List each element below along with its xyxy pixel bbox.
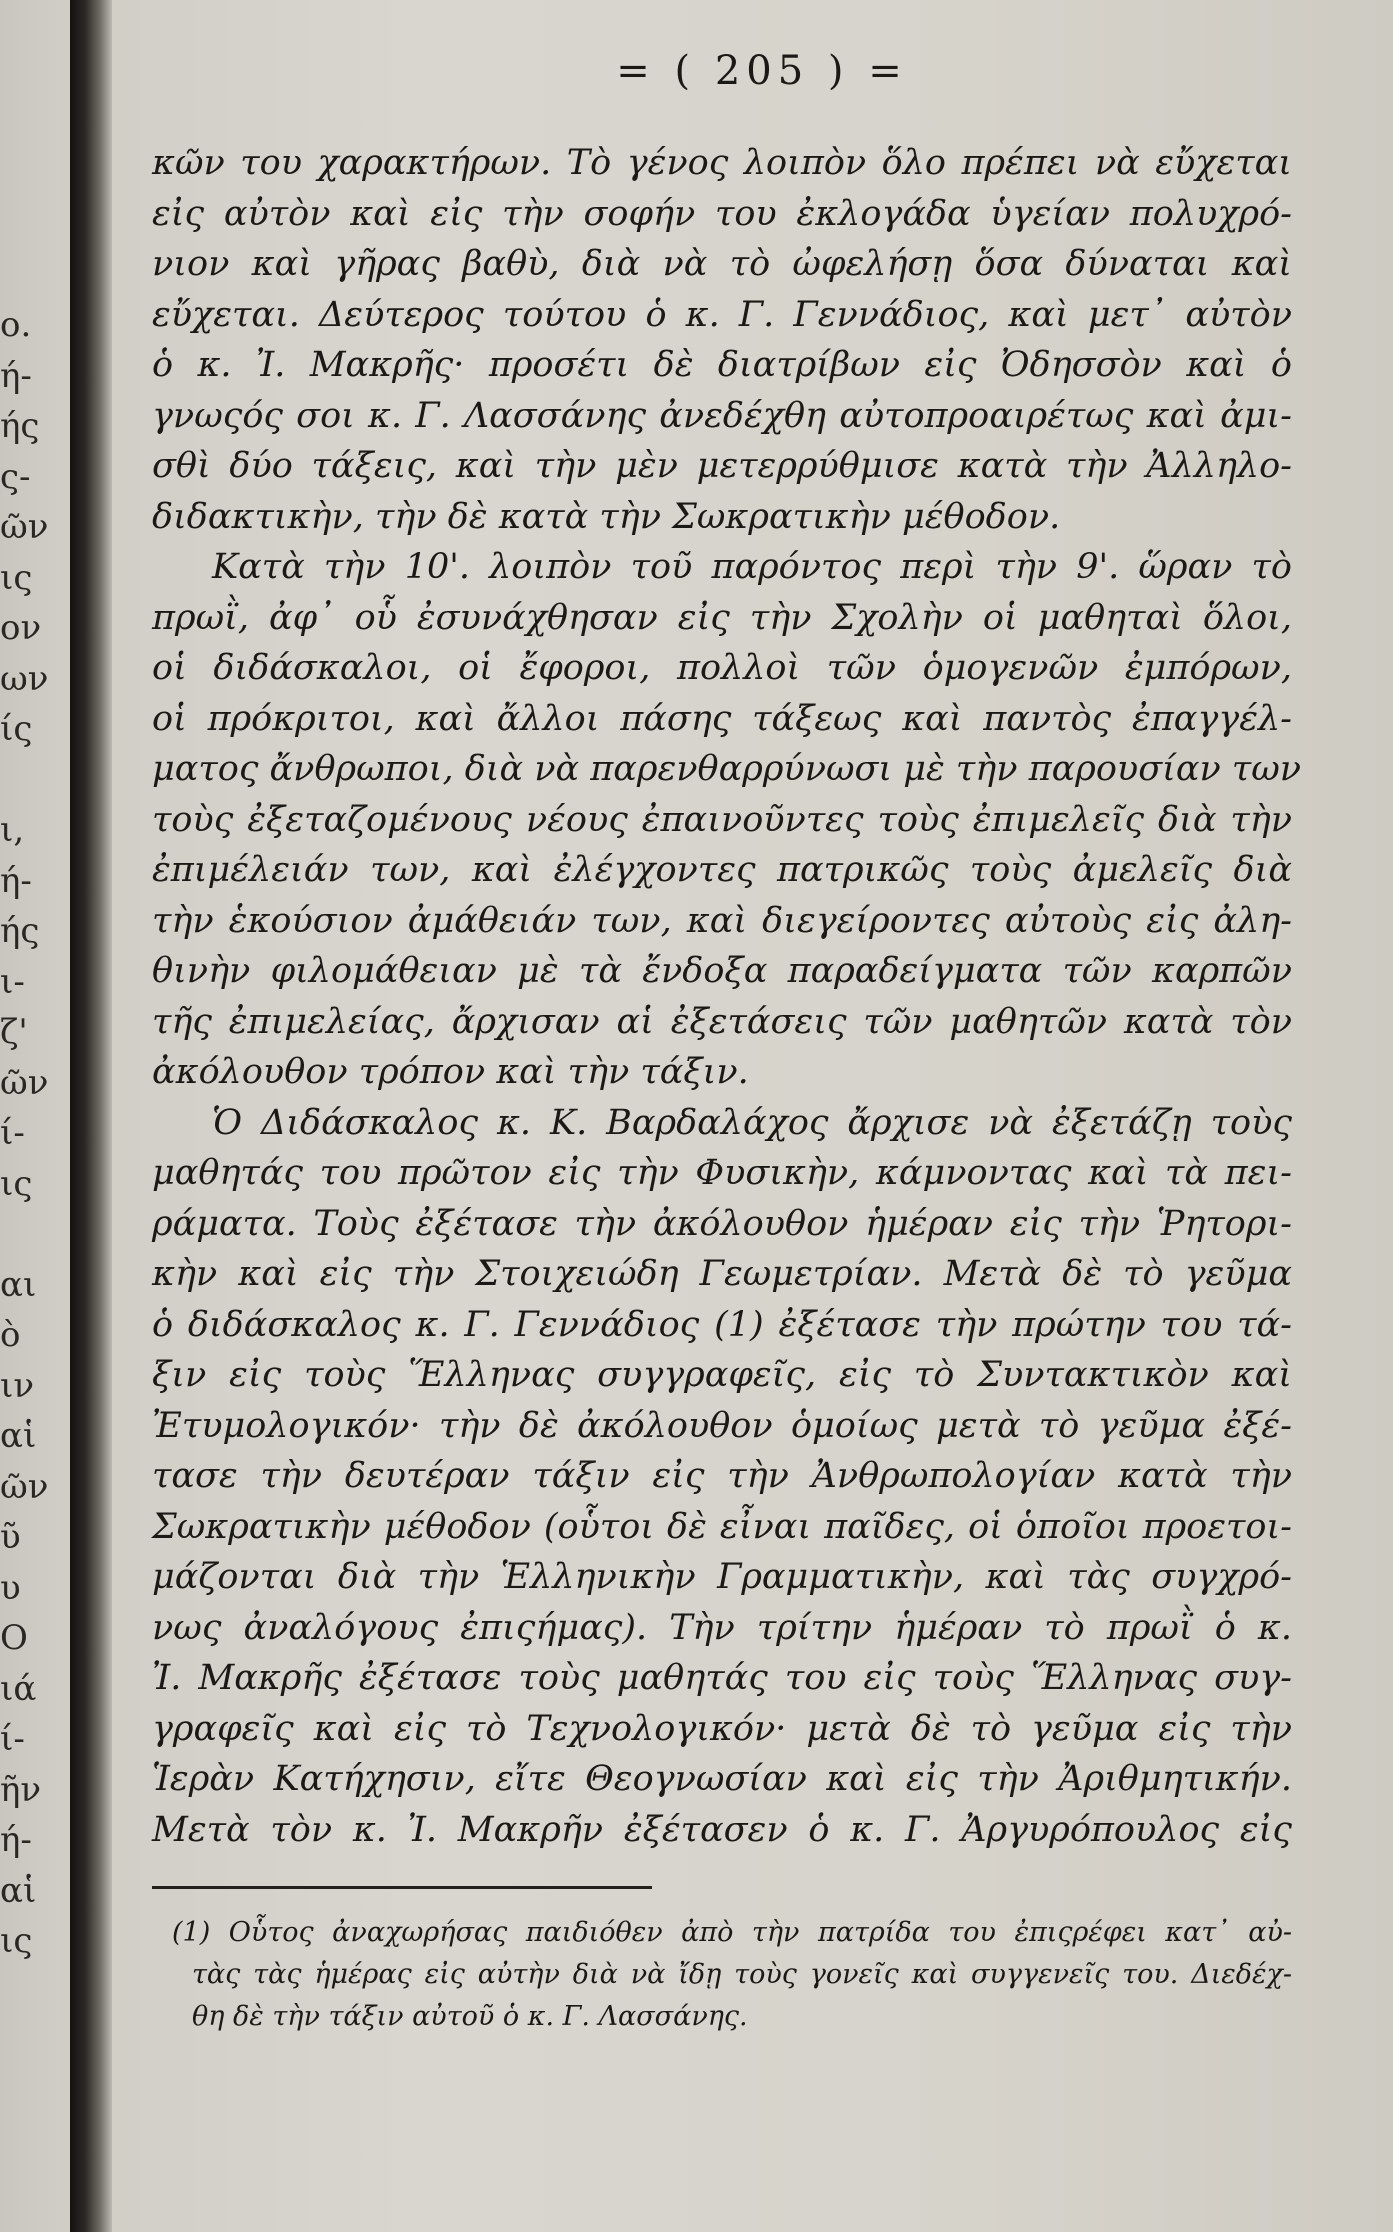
text-line: τῆς ἐπιμελείας, ἄρχισαν αἱ ἐξετάσεις τῶν μαθητῶν κατὰ τὸν: [152, 1001, 1292, 1042]
left-fragment: ή-: [0, 860, 32, 901]
left-fragment: ής: [0, 406, 40, 446]
text-line: πρωῒ, ἀφ᾽ οὗ ἐσυνάχθησαν εἰς τὴν Σχολὴν οἱ μαθηταὶ ὅλοι,: [152, 597, 1292, 638]
left-fragment: ις: [0, 1163, 33, 1204]
footnote-line: θη δὲ τὴν τάξιν αὐτοῦ ὁ κ. Γ. Λασσάνης.: [192, 2001, 748, 2032]
text-line: διδακτικὴν, τὴν δὲ κατὰ τὴν Σωκρατικὴν μέθοδον.: [152, 496, 1061, 537]
page-number-header: = ( 205 ) =: [616, 48, 908, 94]
text-line: εἰς αὐτὸν καὶ εἰς τὴν σοφήν του ἐκλογάδα ὑγείαν πολυχρό-: [152, 193, 1292, 234]
left-fragment: ῶν: [0, 1062, 49, 1103]
text-line: ματος ἄνθρωποι, διὰ νὰ παρενθαρρύνωσι μὲ τὴν παρουσίαν των: [152, 749, 1302, 789]
left-fragment: ίς: [0, 709, 33, 749]
left-fragment: [0, 755, 40, 806]
left-page-line-endings: [0, 300, 49, 1967]
text-line: κὴν καὶ εἰς τὴν Στοιχειώδη Γεωμετρίαν. Μετὰ δὲ τὸ γεῦμα: [152, 1254, 1292, 1294]
text-line: οἱ διδάσκαλοι, οἱ ἔφοροι, πολλοὶ τῶν ὁμογενῶν ἐμπόρων,: [152, 648, 1292, 688]
left-fragment: αἱ: [0, 1870, 37, 1911]
left-fragment: ή-: [0, 355, 32, 396]
text-line: γραφεῖς καὶ εἰς τὸ Τεχνολογικόν· μετὰ δὲ τὸ γεῦμα εἰς τὴν: [152, 1708, 1292, 1749]
text-line: θινὴν φιλομάθειαν μὲ τὰ ἔνδοξα παραδείγματα τῶν καρπῶν: [152, 951, 1292, 991]
left-fragment: ων: [0, 658, 49, 699]
left-fragment: υ: [0, 1567, 21, 1608]
left-fragment: ον: [0, 608, 42, 648]
text-line: οἱ πρόκριτοι, καὶ ἄλλοι πάσης τάξεως καὶ παντὸς ἐπαγγέλ-: [152, 698, 1292, 739]
footnote-divider: [152, 1886, 652, 1889]
text-line: Μετὰ τὸν κ. Ἰ. Μακρῆν ἐξέτασεν ὁ κ. Γ. Ἀργυρόπουλος εἰς: [152, 1809, 1292, 1850]
left-fragment: Ο: [0, 1618, 28, 1658]
left-fragment: [0, 1209, 40, 1260]
left-fragment: ῆν: [0, 1769, 42, 1810]
text-line: τοὺς ἐξεταζομένους νέους ἐπαινοῦντες τοὺς ἐπιμελεῖς διὰ τὴν: [152, 799, 1292, 840]
left-fragment: ζ': [0, 1012, 28, 1052]
text-line: Ἰ. Μακρῆς ἐξέτασε τοὺς μαθητάς του εἰς τοὺς Ἕλληνας συγ-: [152, 1658, 1292, 1698]
left-fragment: ῶν: [0, 1466, 49, 1507]
left-fragment: ο.: [0, 305, 32, 345]
footnote-line: (1) Οὗτος ἀναχωρήσας παιδιόθεν ἀπὸ τὴν πατρίδα του ἐπιςρέφει κατ᾽ αὐ-: [172, 1917, 1292, 1948]
left-fragment: ὸ: [0, 1315, 21, 1355]
left-fragment: ιά: [0, 1668, 37, 1709]
main-text-block: [152, 138, 1302, 1855]
left-fragment: ῶν: [0, 507, 49, 547]
text-line: ἐπιμέλειάν των, καὶ ἐλέγχοντες πατρικῶς τοὺς ἀμελεῖς διὰ: [152, 850, 1292, 890]
book-page: [112, 0, 1393, 2232]
text-line: τὴν ἑκούσιον ἀμάθειάν των, καὶ διεγείροντες αὐτοὺς εἰς ἀλη-: [152, 900, 1292, 941]
text-line: ἀκόλουθον τρόπον καὶ τὴν τάξιν.: [152, 1052, 749, 1092]
text-line: Ἱερὰν Κατήχησιν, εἴτε Θεογνωσίαν καὶ εἰς τὴν Ἀριθμητικήν.: [152, 1759, 1292, 1799]
text-line: μαθητάς του πρῶτον εἰς τὴν Φυσικὴν, κάμνοντας καὶ τὰ πει-: [152, 1153, 1292, 1193]
text-line: κῶν του χαρακτήρων. Τὸ γένος λοιπὸν ὅλο πρέπει νὰ εὔχεται: [152, 143, 1292, 183]
left-fragment: ῦ: [0, 1517, 21, 1557]
left-fragment: ι-: [0, 961, 25, 1002]
text-line: τασε τὴν δευτέραν τάξιν εἰς τὴν Ἀνθρωπολογίαν κατὰ τὴν: [152, 1456, 1292, 1496]
left-fragment: ις: [0, 1921, 33, 1961]
book-gutter-shadow: [70, 0, 112, 2232]
left-fragment: ής: [0, 911, 40, 951]
text-line: γνωςός σοι κ. Γ. Λασσάνης ἀνεδέχθη αὐτοπροαιρέτως καὶ ἀμι-: [152, 395, 1292, 436]
text-line: Ἐτυμολογικόν· τὴν δὲ ἀκόλουθον ὁμοίως μετὰ τὸ γεῦμα ἐξέ-: [152, 1405, 1292, 1446]
text-line: σθὶ δύο τάξεις, καὶ τὴν μὲν μετερρύθμισε κατὰ τὴν Ἀλληλο-: [152, 446, 1292, 486]
text-line: νως ἀναλόγους ἐπιςήμας). Τὴν τρίτην ἡμέραν τὸ πρωῒ ὁ κ.: [152, 1607, 1292, 1648]
text-line: ράματα. Τοὺς ἐξέτασε τὴν ἀκόλουθον ἡμέραν εἰς τὴν Ῥητορι-: [152, 1203, 1292, 1244]
left-fragment: ιν: [0, 1365, 34, 1406]
left-fragment: ί-: [0, 1719, 25, 1759]
text-line: ὁ κ. Ἰ. Μακρῆς· προσέτι δὲ διατρίβων εἰς Ὀδησσὸν καὶ ὁ: [152, 345, 1292, 385]
text-line: Σωκρατικὴν μέθοδον (οὗτοι δὲ εἶναι παῖδες, οἱ ὁποῖοι προετοι-: [152, 1506, 1292, 1547]
left-fragment: ις: [0, 557, 33, 598]
footnote: [172, 1912, 1292, 2038]
text-line: μάζονται διὰ τὴν Ἑλληνικὴν Γραμματικὴν, καὶ τὰς συγχρό-: [152, 1557, 1292, 1597]
text-line: Κατὰ τὴν 10'. λοιπὸν τοῦ παρόντος περὶ τὴν 9'. ὥραν τὸ: [212, 547, 1292, 587]
left-fragment: ι,: [0, 810, 25, 850]
left-fragment: ί-: [0, 1113, 25, 1153]
left-fragment: αἱ: [0, 1416, 37, 1456]
left-fragment: ή-: [0, 1820, 32, 1860]
left-fragment: ς-: [0, 456, 31, 497]
left-fragment: αι: [0, 1264, 37, 1305]
footnote-line: τὰς τὰς ἡμέρας εἰς αὐτὴν διὰ νὰ ἴδῃ τοὺς γονεῖς καὶ συγγενεῖς του. Διεδέχ-: [192, 1959, 1292, 1990]
left-page-fragment: [0, 0, 70, 2232]
text-line: Ὁ Διδάσκαλος κ. Κ. Βαρδαλάχος ἄρχισε νὰ ἐξετάζῃ τοὺς: [212, 1102, 1292, 1143]
text-line: ξιν εἰς τοὺς Ἕλληνας συγγραφεῖς, εἰς τὸ Συντακτικὸν καὶ: [152, 1355, 1292, 1395]
text-line: νιον καὶ γῆρας βαθὺ, διὰ νὰ τὸ ὠφελήσῃ ὅσα δύναται καὶ: [152, 244, 1292, 284]
text-line: ὁ διδάσκαλος κ. Γ. Γεννάδιος (1) ἐξέτασε τὴν πρώτην του τά-: [152, 1304, 1292, 1345]
text-line: εὔχεται. Δεύτερος τούτου ὁ κ. Γ. Γεννάδιος, καὶ μετ᾽ αὐτὸν: [152, 294, 1292, 335]
